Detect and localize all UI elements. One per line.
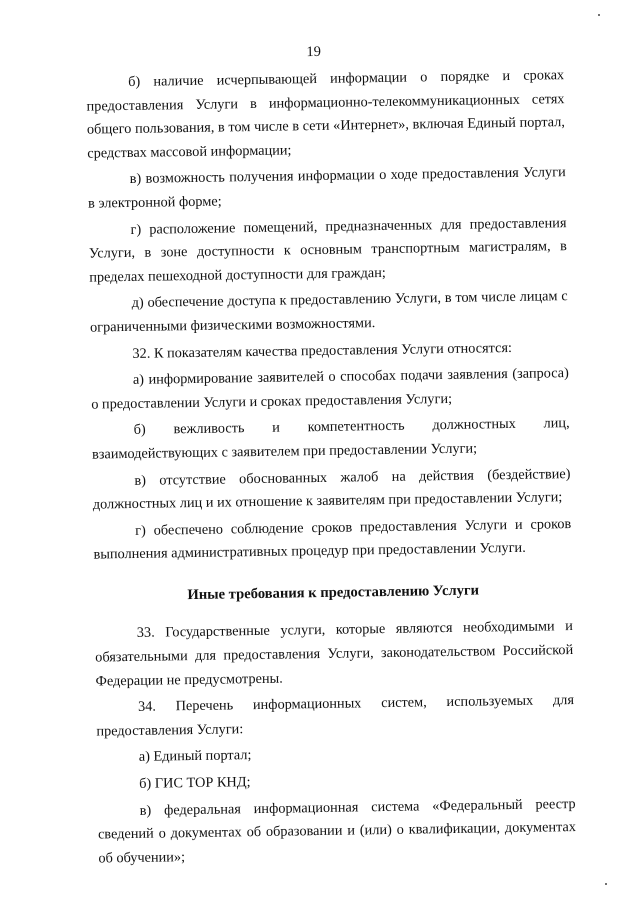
paragraph-a-informing: а) информирование заявителей о способах подачи заявления (запроса) о предоставлении Услуги и сроках предоставления Услуги; — [91, 365, 569, 413]
document-body — [86, 64, 576, 871]
scan-speck — [598, 14, 600, 16]
paragraph-v-electronic-form: в) возможность получения информации о ходе предоставления Услуги в электронной форме; — [87, 164, 566, 212]
paragraph-v-complaints: в) отсутствие обоснованных жалоб на действия (бездействие) должностных лиц и их отношение к заявителям при предоставлении Услуги; — [92, 465, 571, 513]
paragraph-b-politeness: б) вежливость и компетентность должностных лиц, взаимодействующих с заявителем при предоставлении Услуги; — [91, 415, 570, 463]
list-item-gis-tor-knd: б) ГИС ТОР КНД; — [139, 774, 251, 792]
section-heading: Иные требования к предоставлению Услуги — [187, 582, 480, 603]
paragraph-33-state-services: 33. Государственные услуги, которые являются необходимыми и обязательными для предоставления Услуги, законодательством Российской Федерации не предусмотрены. — [95, 618, 574, 690]
page-number: 19 — [306, 43, 322, 61]
paragraph-b-information: б) наличие исчерпывающей информации о порядке и сроках предоставления Услуги в информационно-телекоммуникационных сетях общего пользования, в том числе в сети «Интернет», включая Единый портал, средствах массовой информации; — [86, 67, 566, 162]
paragraph-g-deadlines: г) обеспечено соблюдение сроков предоставления Услуги и сроков выполнения административных процедур при предоставлении Услуги. — [93, 515, 572, 563]
paragraph-32-quality-indicators: 32. К показателям качества предоставления Услуги относятся: — [132, 339, 513, 362]
paragraph-g-premises: г) расположение помещений, предназначенных для предоставления Услуги, в зоне доступности к основным транспортным магистралям, в пределах пешеходной доступности для граждан; — [88, 214, 567, 286]
list-item-unified-portal: а) Единый портал; — [138, 747, 252, 766]
paragraph-d-access: д) обеспечение доступа к предоставлению Услуги, в том числе лицам с ограниченными физическими возможностями. — [89, 288, 568, 336]
paragraph-34-info-systems: 34. Перечень информационных систем, используемых для предоставления Услуги: — [96, 692, 575, 740]
list-item-federal-registry: в) федеральная информационная система «Федеральный реестр сведений о документах об образовании и (или) о квалификации, документах об обучении»; — [97, 795, 577, 867]
scan-speck — [605, 883, 607, 885]
